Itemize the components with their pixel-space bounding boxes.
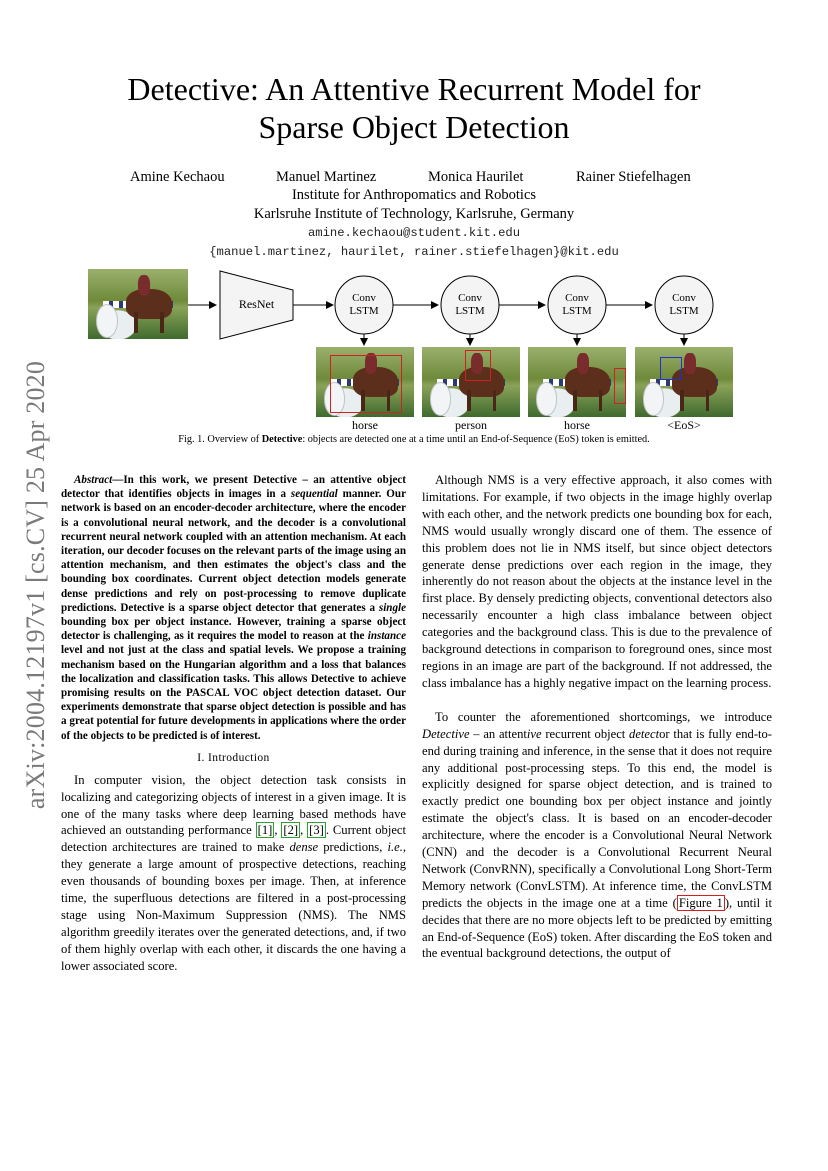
right-paragraph-1: Although NMS is a very effective approach, it also comes with limitations. For example, if two objects in the image highly overlap with each other, and the network predicts one bounding box for each, NMS would usually wrongly discard one of them. The essence of this problem does not lie in NMS itself, but since object detectors generate dense predictions over each region in the image, they inherently do not reason about the objects at the instance level in the first place. By densely predicting objects, conventional detectors also necessarily encounter a high class imbalance between object categories and the background class. This is due to the prevalence of background detections in comparison to foreground ones, since most regions in an image are part of the background. If not addressed, the class imbalance has a highly negative impact on the learning process.: [422, 473, 772, 690]
right-paragraph-2: [422, 709, 772, 963]
convlstm-4-line2: LSTM: [669, 305, 699, 317]
right-em-detect: detect: [629, 726, 660, 741]
intro-em-dense: dense: [289, 840, 319, 855]
paper-title: [0, 70, 828, 146]
right-text-1: To counter the aforementioned shortcomings, we introduce: [435, 709, 772, 724]
figure-1: [88, 265, 738, 435]
abstract-em-sequential: sequential: [290, 488, 338, 501]
right-text-2: – an attent: [469, 726, 527, 741]
intro-text-3: predictions,: [318, 840, 388, 855]
section-heading-introduction: I. Introduction: [197, 751, 270, 764]
convlstm-label-4: [655, 292, 713, 318]
detection-label-3: horse: [564, 418, 590, 432]
figure-caption: [0, 434, 828, 445]
abstract-em-single: single: [378, 601, 406, 614]
arxiv-identifier-text: arXiv:2004.12197v1 [cs.CV] 25 Apr 2020: [21, 360, 50, 810]
author-3: Monica Haurilet: [428, 169, 524, 185]
resnet-label: ResNet: [238, 297, 275, 311]
affiliation-line-1: Institute for Anthropomatics and Robotics: [291, 187, 537, 203]
right-text-3: recurrent object: [541, 726, 630, 741]
title-line-2: Sparse Object Detection: [258, 109, 570, 145]
citation-2-link[interactable]: [2]: [283, 823, 299, 838]
detection-image-2: [422, 347, 520, 417]
detection-image-3: [528, 347, 626, 417]
email-line-1: amine.kechaou@student.kit.edu: [307, 226, 521, 240]
abstract-text-4: level and not just at the class and spatial levels. We propose a training mechanism based on the Hungarian algorithm and a loss that balances the localization and classification tasks. This allows Detective to achieve promising results on the PASCAL VOC object detection dataset. Our experiments demonstrate that sparse object detection is possible and has a great potential for future developments in applications where the order of the objects to be predicted is of interest.: [61, 644, 406, 742]
right-column: [422, 472, 772, 962]
abstract-text-1: —In this work, we present Detective – an attentive object detector that identifies objects in images in a: [61, 474, 406, 501]
abstract: [61, 473, 406, 743]
right-text-5: ), until it decides that there are no more objects left to be predicted by emitting an End-of-Sequence (EoS) token. After discarding the EoS token and the eventual background detections, the output of: [422, 895, 772, 961]
convlstm-3-line1: Conv: [565, 292, 589, 304]
author-1: Amine Kechaou: [130, 169, 225, 185]
caption-prefix: Fig. 1. Overview of: [178, 434, 262, 445]
citation-1-link[interactable]: [1]: [257, 823, 273, 838]
abstract-lead: Abstract: [74, 474, 113, 486]
convlstm-label-3: [548, 292, 606, 318]
email-line-2: {manuel.martinez, haurilet, rainer.stiefelhagen}@kit.edu: [209, 245, 619, 259]
detection-label-1: horse: [352, 418, 378, 432]
right-em-detective: Detective: [422, 726, 470, 741]
intro-text-4: , they generate a large amount of prospective detections, reaching even thousands of bounding boxes per image. Then, at inference time, the superfluous detections are filtered in a post-processing stage using Non-Maximum Suppression (NMS). The NMS algorithm greedily iterates over the generated detections, and, if two of them highly overlap with each other, it discards the one having a lower associated score.: [61, 840, 407, 973]
convlstm-3-line2: LSTM: [562, 305, 592, 317]
intro-paragraph: In computer vision, the object detection task consists in localizing and categorizing objects of interest in a given image. It is one of the many tasks where deep learning based methods have achieved an outstanding performance [1] , [2] , [3] . Current object detection architectures are trained to make dense predictions, i.e., they generate a large amount of prospective detections, reaching even thousands of bounding boxes per image. Then, at inference time, the superfluous detections are filtered in a post-processing stage using Non-Maximum Suppression (NMS). The NMS algorithm greedily iterates over the generated detections, and, if two of them highly overlap with each other, it discards the one having a lower associated score.: [61, 772, 407, 973]
convlstm-label-1: [335, 292, 393, 318]
author-4: Rainer Stiefelhagen: [576, 169, 691, 185]
intro-text-2: . Current object detection architectures are trained to make: [61, 823, 407, 855]
detection-image-4: [635, 347, 733, 417]
detection-image-1: [316, 347, 414, 417]
convlstm-1-line1: Conv: [352, 292, 376, 304]
left-column: [61, 473, 406, 975]
abstract-text-3: bounding box per object instance. However, training a sparse object detector is challenging, as it requires the model to reason at the: [61, 616, 406, 643]
intro-text-1: In computer vision, the object detection task consists in localizing and categorizing objects of interest in a given image. It is one of the many tasks where deep learning based methods have achieved an outstanding performance: [61, 772, 406, 838]
input-image: [88, 269, 188, 339]
right-text-4: or that is fully end-to-end during training and inference, in the sense that it does not require any additional post-processing steps. To this end, the model is explicitly designed for sparse object detection, and is trained to exactly predict one bounding box per object instance and jointly estimate the object's class. It is based on an encoder-decoder architecture, where the encoder is a Convolutional Neural Network (CNN) and the decoder is a Convolutional Recurrent Neural Network (ConvRNN), specifically a Convolutional Long Short-Term Memory network (ConvLSTM). At inference time, the ConvLSTM predicts the objects in the image one at a time (: [422, 726, 772, 910]
convlstm-2-line2: LSTM: [455, 305, 485, 317]
right-em-ive: ive: [526, 726, 542, 741]
caption-rest: : objects are detected one at a time until an End-of-Sequence (EoS) token is emitted.: [302, 434, 650, 445]
author-2: Manuel Martinez: [276, 169, 377, 185]
detection-label-2: person: [455, 418, 487, 432]
abstract-text-2: manner. Our network is based on an encoder-decoder architecture, where the encoder is a convolutional neural network, and the decoder is a convolutional recurrent neural network coupled with an attention mechanism. At each iteration, our decoder focuses on the relevant parts of the image using an attention mechanism, and then estimates the object's class and the bounding box coordinates. Current object detection models generate dense predictions and rely on post-processing to remove duplicate predictions. Detective is a sparse object detector that generates a: [61, 488, 407, 614]
intro-em-ie: i.e.: [387, 840, 403, 855]
abstract-em-instance: instance: [367, 630, 406, 643]
figure-1-link[interactable]: Figure 1: [678, 895, 723, 910]
detection-label-4: <EoS>: [667, 418, 701, 432]
convlstm-1-line2: LSTM: [349, 305, 379, 317]
caption-bold: Detective: [261, 434, 303, 445]
convlstm-4-line1: Conv: [672, 292, 696, 304]
citation-3-link[interactable]: [3]: [309, 823, 324, 838]
convlstm-label-2: [441, 292, 499, 318]
affiliation-line-2: Karlsruhe Institute of Technology, Karlsruhe, Germany: [253, 206, 575, 222]
convlstm-2-line1: Conv: [458, 292, 482, 304]
title-line-1: Detective: An Attentive Recurrent Model for: [127, 71, 701, 107]
